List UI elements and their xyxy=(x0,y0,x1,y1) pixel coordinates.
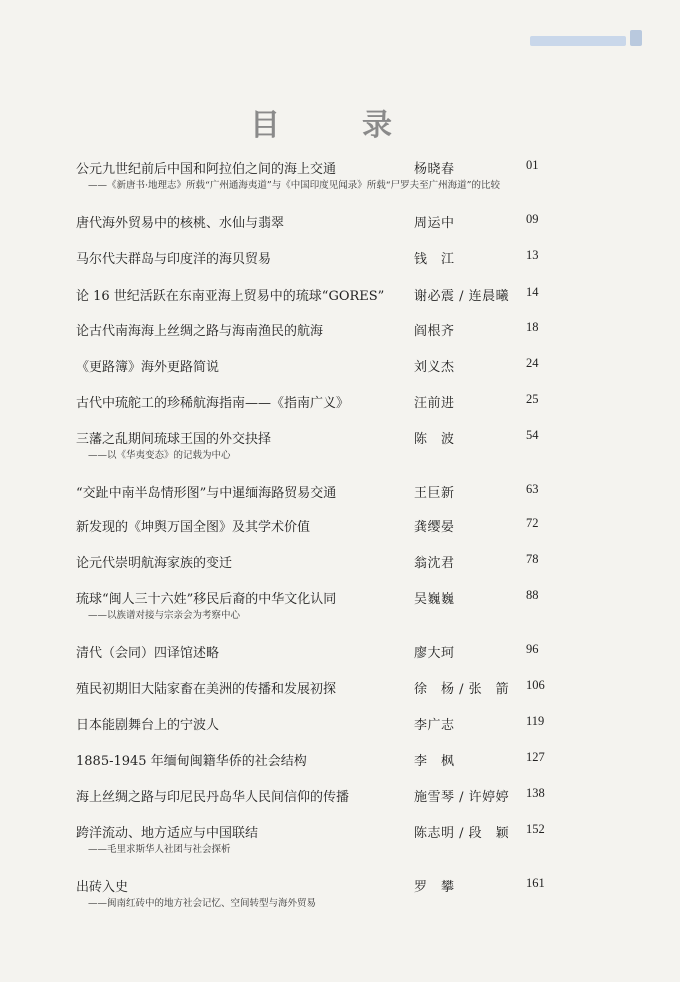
toc-entry[interactable] xyxy=(0,285,680,305)
entry-title: 日本能剧舞台上的宁波人 xyxy=(76,718,220,733)
entry-title: 三藩之乱期间琉球王国的外交抉择 xyxy=(76,432,272,447)
entry-title: 跨洋流动、地方适应与中国联结 xyxy=(76,826,259,841)
entry-title: 论 16 世纪活跃在东南亚海上贸易中的琉球“GORES” xyxy=(76,289,385,304)
toc-entry[interactable] xyxy=(0,482,680,502)
entry-title: 出砖入史 xyxy=(76,880,129,895)
entry-page: 54 xyxy=(526,428,539,442)
toc-entry[interactable] xyxy=(0,320,680,340)
entry-author: 李广志 xyxy=(414,718,455,733)
toc-entry[interactable] xyxy=(0,552,680,572)
entry-author: 廖大珂 xyxy=(414,646,455,661)
entry-subtitle: ——《新唐书·地理志》所载“广州通海夷道”与《中国印度见闻录》所载“尸罗夫至广州海道”的比较 xyxy=(88,180,500,191)
entry-author: 陈志明 / 段 颖 xyxy=(414,826,510,841)
toc-entry[interactable] xyxy=(0,588,680,621)
entry-subtitle: ——毛里求斯华人社团与社会探析 xyxy=(88,844,231,855)
entry-page: 106 xyxy=(526,678,545,692)
entry-author: 杨晓春 xyxy=(414,162,455,177)
entry-author: 阎根齐 xyxy=(414,324,455,339)
entry-page: 63 xyxy=(526,482,539,496)
entry-title: 新发现的《坤舆万国全图》及其学术价值 xyxy=(76,520,311,535)
entry-title: 马尔代夫群岛与印度洋的海贝贸易 xyxy=(76,252,272,267)
toc-entry[interactable] xyxy=(0,212,680,232)
entry-page: 138 xyxy=(526,786,545,800)
toc-entry[interactable] xyxy=(0,642,680,662)
entry-page: 152 xyxy=(526,822,545,836)
toc-entry[interactable] xyxy=(0,750,680,770)
entry-page: 127 xyxy=(526,750,545,764)
toc-entry[interactable] xyxy=(0,356,680,376)
header-mark xyxy=(630,30,642,46)
entry-page: 161 xyxy=(526,876,545,890)
entry-author: 王巨新 xyxy=(414,486,455,501)
entry-page: 01 xyxy=(526,158,539,172)
toc-entry[interactable] xyxy=(0,786,680,806)
page-title: 目 录 xyxy=(250,108,418,143)
entry-author: 谢必震 / 连晨曦 xyxy=(414,289,510,304)
entry-title: “交趾中南半岛情形图”与中暹缅海路贸易交通 xyxy=(76,486,337,501)
entry-title: 唐代海外贸易中的核桃、水仙与翡翠 xyxy=(76,216,285,231)
entry-title: 论元代崇明航海家族的变迁 xyxy=(76,556,233,571)
entry-title: 琉球“闽人三十六姓”移民后裔的中华文化认同 xyxy=(76,592,337,607)
entry-page: 13 xyxy=(526,248,539,262)
entry-author: 汪前进 xyxy=(414,396,455,411)
entry-page: 119 xyxy=(526,714,545,728)
toc-entry[interactable] xyxy=(0,876,680,909)
toc-entry[interactable] xyxy=(0,714,680,734)
toc-entry[interactable] xyxy=(0,428,680,461)
entry-author: 钱 江 xyxy=(414,252,455,267)
entry-title: 海上丝绸之路与印尼民丹岛华人民间信仰的传播 xyxy=(76,790,350,805)
toc-entry[interactable] xyxy=(0,822,680,855)
entry-title: 1885-1945 年缅甸闽籍华侨的社会结构 xyxy=(76,754,307,769)
entry-title: 《更路簿》海外更路简说 xyxy=(76,360,220,375)
entry-author: 吴巍巍 xyxy=(414,592,455,607)
entry-page: 24 xyxy=(526,356,539,370)
entry-page: 88 xyxy=(526,588,539,602)
entry-author: 徐 杨 / 张 箭 xyxy=(414,682,510,697)
entry-author: 翁沈君 xyxy=(414,556,455,571)
entry-title: 公元九世纪前后中国和阿拉伯之间的海上交通 xyxy=(76,162,337,177)
entry-subtitle: ——闽南红砖中的地方社会记忆、空间转型与海外贸易 xyxy=(88,898,317,909)
toc-entry[interactable] xyxy=(0,158,680,191)
header-decoration xyxy=(530,36,626,46)
entry-title: 古代中琉舵工的珍稀航海指南——《指南广义》 xyxy=(76,396,350,411)
entry-author: 龚缨晏 xyxy=(414,520,455,535)
entry-author: 陈 波 xyxy=(414,432,455,447)
entry-author: 李 枫 xyxy=(414,754,455,769)
entry-title: 殖民初期旧大陆家畜在美洲的传播和发展初探 xyxy=(76,682,337,697)
entry-author: 罗 攀 xyxy=(414,880,455,895)
entry-author: 刘义杰 xyxy=(414,360,455,375)
entry-page: 25 xyxy=(526,392,539,406)
entry-author: 施雪琴 / 许婷婷 xyxy=(414,790,510,805)
toc-entry[interactable] xyxy=(0,678,680,698)
entry-subtitle: ——以《华夷变态》的记载为中心 xyxy=(88,450,231,461)
toc-entry[interactable] xyxy=(0,248,680,268)
entry-page: 78 xyxy=(526,552,539,566)
entry-page: 18 xyxy=(526,320,539,334)
entry-page: 09 xyxy=(526,212,539,226)
entry-author: 周运中 xyxy=(414,216,455,231)
toc-entry[interactable] xyxy=(0,516,680,536)
entry-title: 清代（会同）四译馆述略 xyxy=(76,646,220,661)
entry-page: 14 xyxy=(526,285,539,299)
entry-page: 96 xyxy=(526,642,539,656)
entry-title: 论古代南海海上丝绸之路与海南渔民的航海 xyxy=(76,324,324,339)
toc-entry[interactable] xyxy=(0,392,680,412)
entry-subtitle: ——以族谱对接与宗亲会为考察中心 xyxy=(88,610,241,621)
entry-page: 72 xyxy=(526,516,539,530)
